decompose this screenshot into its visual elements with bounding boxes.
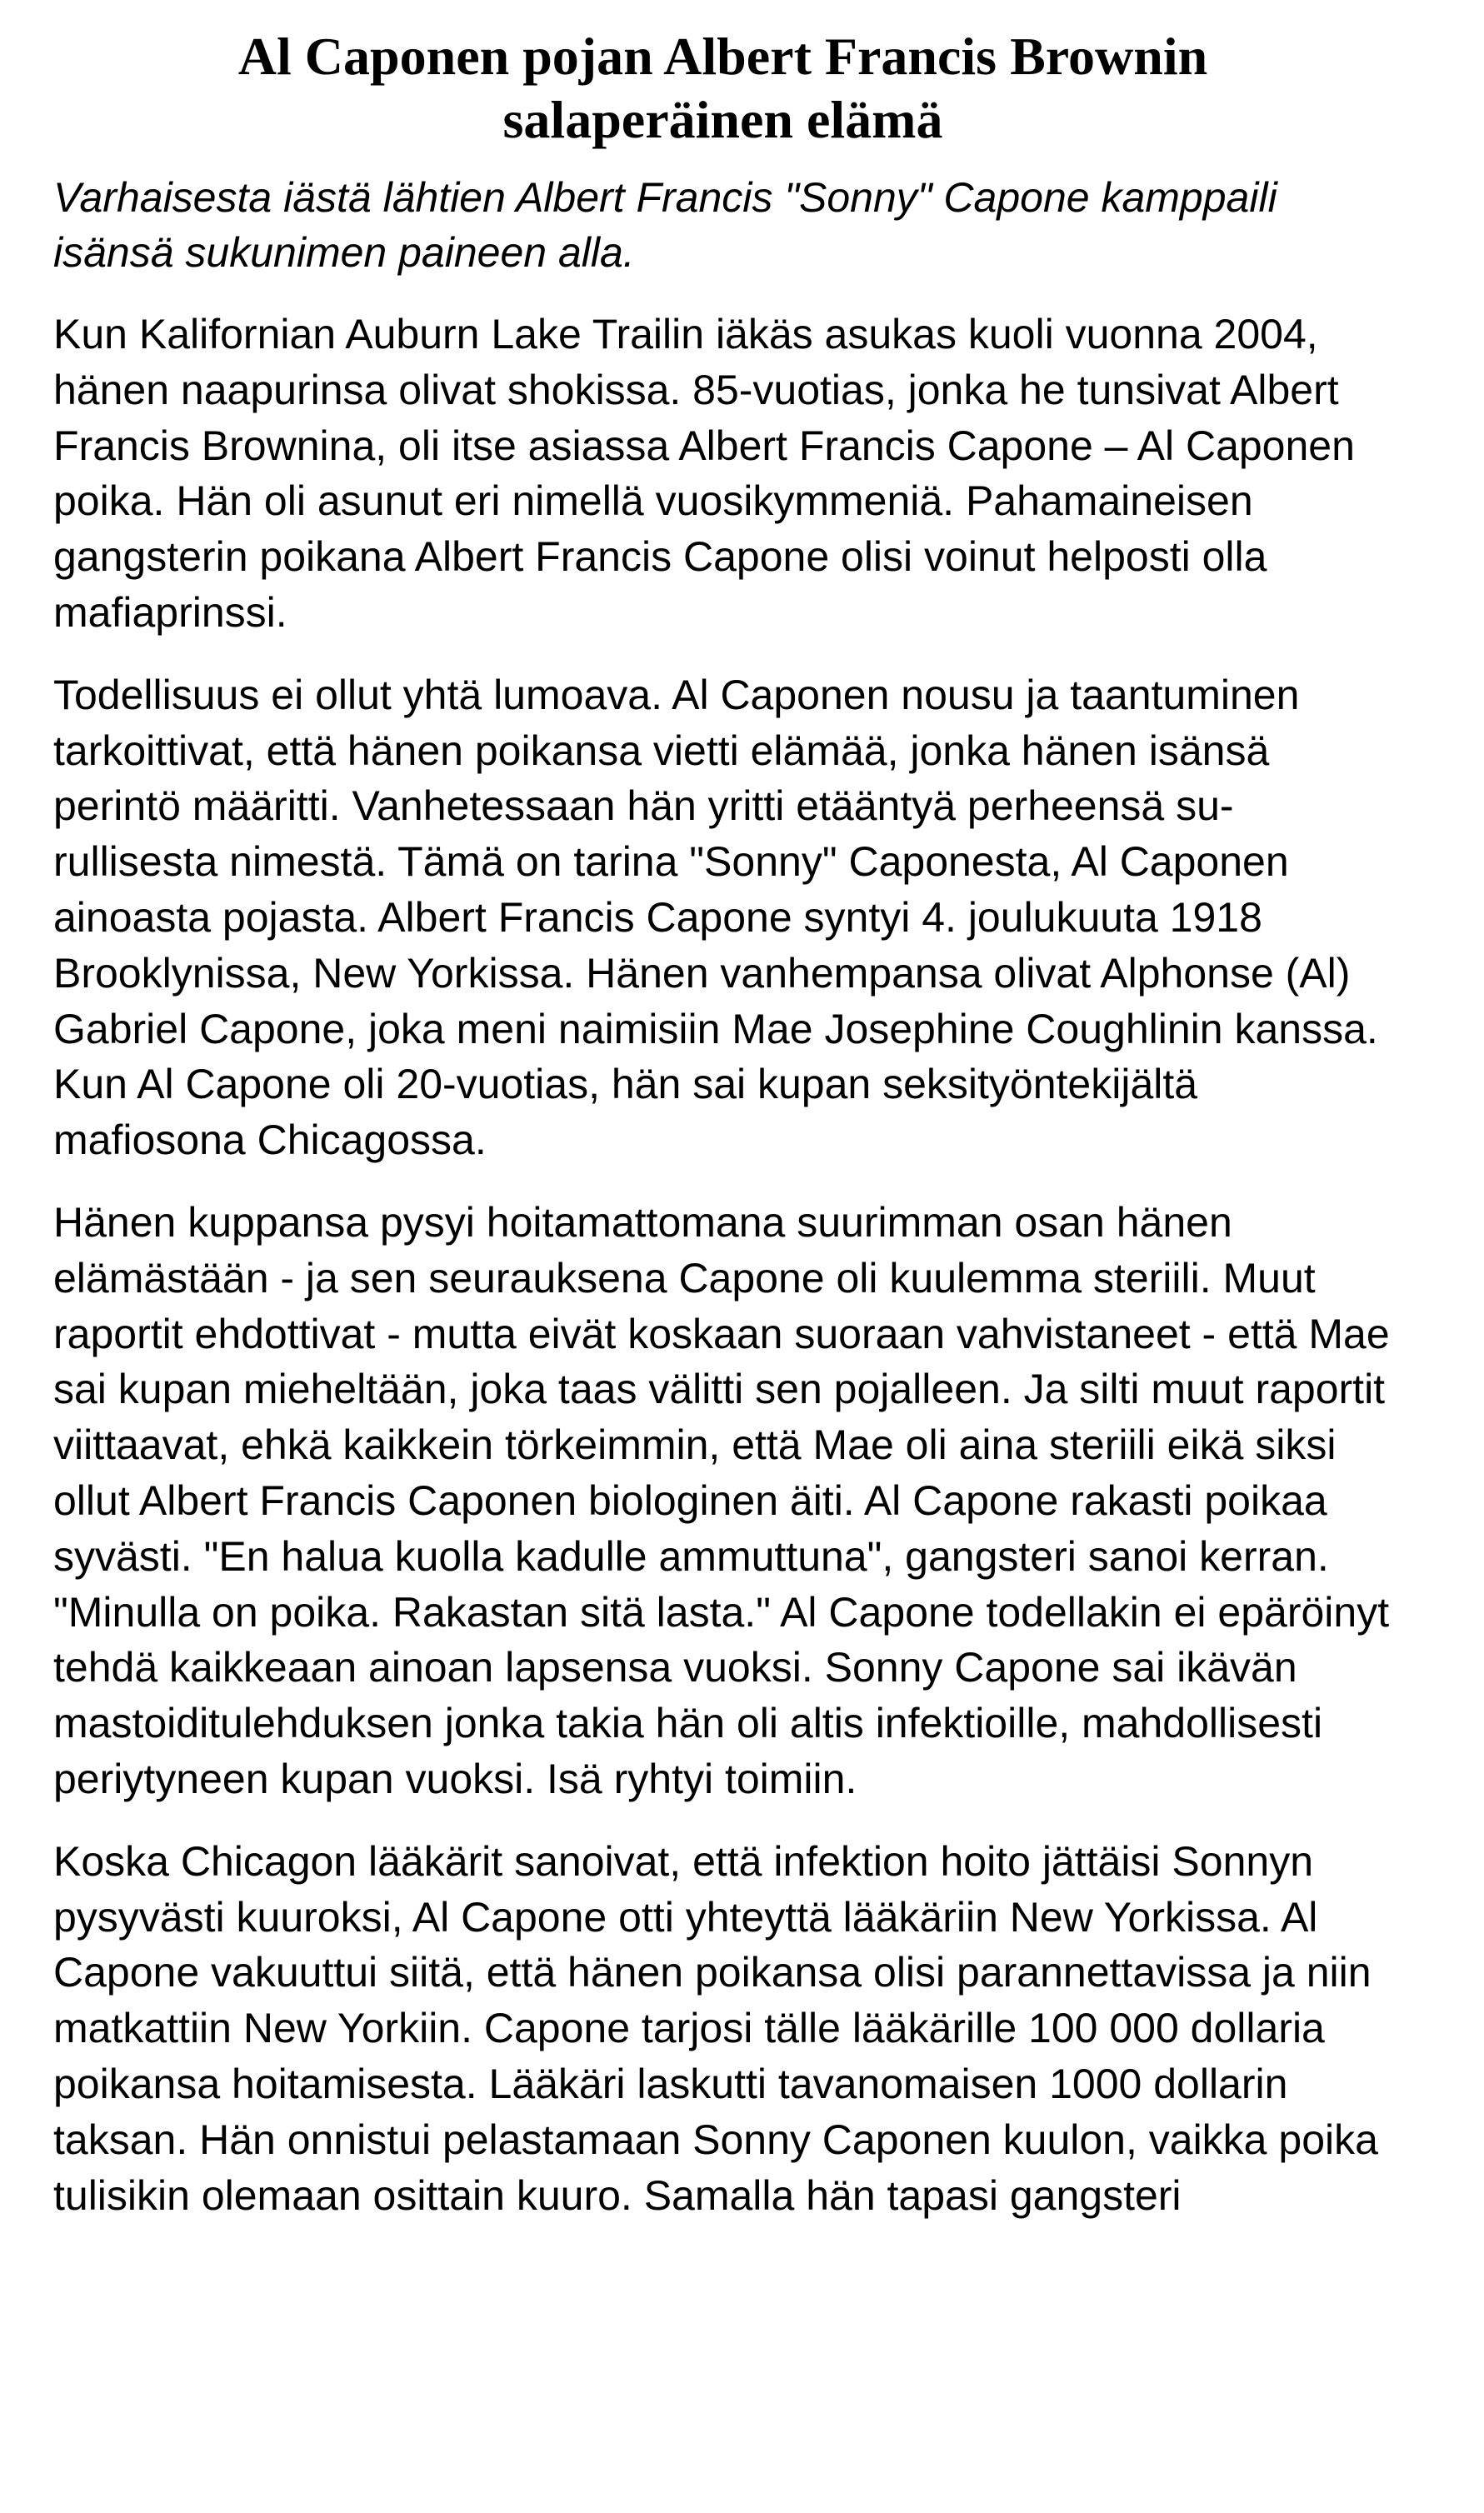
article-paragraph: Hänen kuppansa pysyi hoitamattomana suurimman osan hänen elämästään - ja sen seurauksena Capone oli kuulemma steriili. Muut raportit ehdottivat - mutta eivät koskaan suoraan vahvistaneet - että Mae sai kupan mieheltään, joka taas välitti sen pojalleen. Ja silti muut raportit viittaavat, ehkä kaikkein törkeimmin, että Mae oli aina steriili eikä siksi ollut Albert Francis Caponen biologinen äiti. Al Capone rakasti poikaa syvästi. "En halua kuolla kadulle ammuttuna", gangsteri sanoi kerran. "Minulla on poika. Rakastan sitä lasta." Al Capone todellakin ei epäröinyt tehdä kaikkeaan ainoan lapsensa vuoksi. Sonny Capone sai ikävän mastoiditulehduksen jonka takia hän oli altis infektioille, mahdollisesti periytyneen kupan vuoksi. Isä ryhtyi toimiin. bbox=[53, 1198, 1390, 1802]
article-paragraph: Kun Kalifornian Auburn Lake Trailin iäkäs asukas kuoli vuonna 2004, hänen naapurinsa olivat shokissa. 85-vuotias, jonka he tunsivat Albert Francis Brownina, oli itse asiassa Albert Francis Capone – Al Caponen poika. Hän oli asunut eri nimellä vuosikymmeniä. Pahamaineisen gangsterin poikana Albert Francis Capone olisi voinut helposti olla mafiaprinssi. bbox=[53, 311, 1355, 636]
article-lede: Varhaisesta iästä lähtien Albert Francis "Sonny" Capone kamppaili isänsä sukunimen paineen alla. bbox=[53, 174, 1277, 276]
article-title: Al Caponen pojan Albert Francis Brownin salaperäinen elämä bbox=[237, 27, 1208, 149]
article-paragraph: Koska Chicagon lääkärit sanoivat, että infektion hoito jättäisi Sonnyn pysyvästi kuuroksi, Al Capone otti yhteyttä lääkäriin New Yorkissa. Al Capone vakuuttui siitä, että hänen poikansa olisi parannettavissa ja niin matkattiin New Yorkiin. Capone tarjosi tälle lääkärille 100 000 dollaria poikansa hoitamisesta. Lääkäri laskutti tavanomaisen 1000 dollarin taksan. Hän onnistui pelastamaan Sonny Caponen kuulon, vaikka poika tulisikin olemaan osittain kuuro. Samalla hän tapasi gangsteri bbox=[53, 1837, 1378, 2219]
article-paragraph: Todellisuus ei ollut yhtä lumoava. Al Caponen nousu ja taantuminen tarkoittivat, että hänen poikansa vietti elämää, jonka hänen isänsä perintö määritti. Vanhetessaan hän yritti etääntyä perheensä su- rullisesta nimestä. Tämä on tarina "Sonny" Caponesta, Al Caponen ainoasta pojasta. Albert Francis Capone syntyi 4. joulukuuta 1918 Brooklynissa, New Yorkissa. Hänen vanhempansa olivat Alphonse (Al) Gabriel Capone, joka meni naimisiin Mae Josephine Coughlinin kanssa. Kun Al Capone oli 20-vuotias, hän sai kupan seksityöntekijältä mafiosona Chicagossa. bbox=[53, 671, 1378, 1164]
